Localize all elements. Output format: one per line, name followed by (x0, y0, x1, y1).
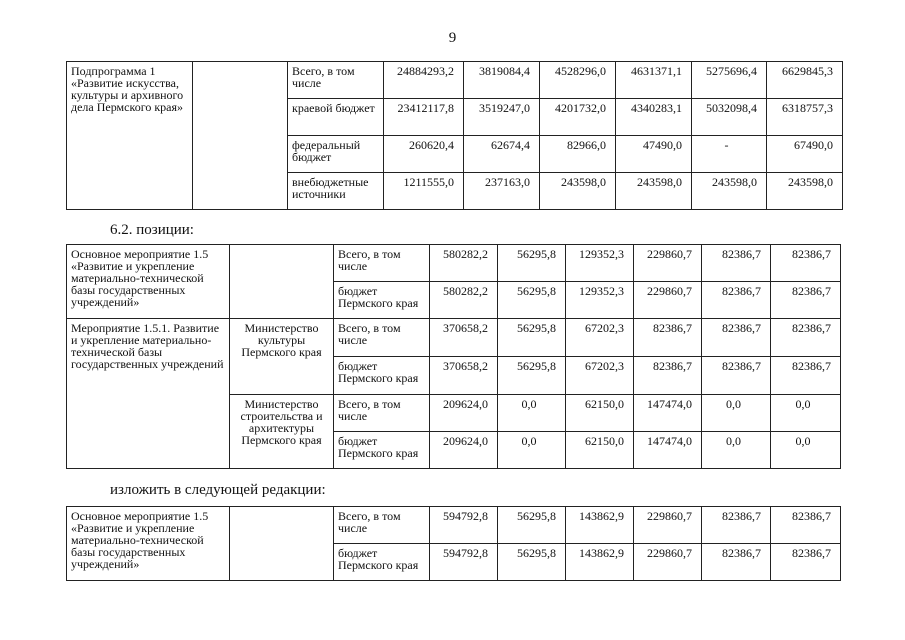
value-cell: 82386,7 (634, 319, 702, 357)
value-cell: 56295,8 (498, 319, 566, 357)
value-cell: 0,0 (771, 395, 841, 432)
value-cell: 580282,2 (430, 245, 498, 282)
subprogram-name: Подпрограмма 1 «Развитие искусства, культуры и архивного дела Пермского края» (67, 62, 193, 210)
positions-table (66, 244, 841, 469)
funding-source: Всего, в том числе (334, 395, 430, 432)
section-heading-new-edition: изложить в следующей редакции: (110, 482, 326, 498)
main-event-name: Основное мероприятие 1.5 «Развитие и укрепление материально-технической базы государственных учреждений» (67, 245, 230, 319)
value-cell: 243598,0 (767, 173, 843, 210)
value-cell: 4201732,0 (540, 99, 616, 136)
value-cell: 47490,0 (616, 136, 692, 173)
value-cell: 143862,9 (566, 544, 634, 581)
page-number: 9 (448, 30, 457, 46)
new-edition-table (66, 506, 841, 581)
value-cell: 62150,0 (566, 395, 634, 432)
table-row (67, 507, 841, 544)
value-cell: 4631371,1 (616, 62, 692, 99)
sub-event-name: Мероприятие 1.5.1. Развитие и укрепление материально-технической базы государственных учреждений (67, 319, 230, 469)
value-cell: 0,0 (702, 395, 771, 432)
value-cell: 56295,8 (498, 507, 566, 544)
value-cell: 82386,7 (634, 357, 702, 395)
value-cell: 6629845,3 (767, 62, 843, 99)
value-cell: 129352,3 (566, 245, 634, 282)
value-cell: 243598,0 (616, 173, 692, 210)
value-cell: 4528296,0 (540, 62, 616, 99)
value-cell: 24884293,2 (384, 62, 464, 99)
value-cell: 594792,8 (430, 507, 498, 544)
value-cell: 5275696,4 (692, 62, 767, 99)
funding-source: Всего, в том числе (334, 507, 430, 544)
value-cell: 209624,0 (430, 395, 498, 432)
value-cell: 580282,2 (430, 282, 498, 319)
value-cell: 143862,9 (566, 507, 634, 544)
value-cell: 229860,7 (634, 544, 702, 581)
value-cell: 23412117,8 (384, 99, 464, 136)
value-cell: 1211555,0 (384, 173, 464, 210)
funding-source: краевой бюджет (288, 99, 384, 136)
value-cell: 82386,7 (702, 357, 771, 395)
value-cell: 0,0 (498, 395, 566, 432)
value-cell: 82386,7 (771, 282, 841, 319)
value-cell: 0,0 (498, 432, 566, 469)
value-cell: 370658,2 (430, 357, 498, 395)
value-cell: 82386,7 (702, 319, 771, 357)
value-cell: 237163,0 (464, 173, 540, 210)
funding-source: Всего, в том числе (334, 245, 430, 282)
value-cell: 3819084,4 (464, 62, 540, 99)
value-cell: 62150,0 (566, 432, 634, 469)
value-cell: 229860,7 (634, 282, 702, 319)
executor-culture-ministry: Министерство культуры Пермского края (230, 319, 334, 395)
value-cell: 67490,0 (767, 136, 843, 173)
value-cell: 243598,0 (692, 173, 767, 210)
funding-source: Всего, в том числе (334, 319, 430, 357)
value-cell: 229860,7 (634, 245, 702, 282)
value-cell: 82386,7 (702, 282, 771, 319)
funding-source: внебюджетные источники (288, 173, 384, 210)
main-event-name: Основное мероприятие 1.5 «Развитие и укрепление материально-технической базы государственных учреждений» (67, 507, 230, 581)
value-cell: 56295,8 (498, 282, 566, 319)
value-cell: 243598,0 (540, 173, 616, 210)
value-cell: 82386,7 (771, 319, 841, 357)
executor-cell (230, 507, 334, 581)
value-cell: 82386,7 (702, 544, 771, 581)
value-cell: 56295,8 (498, 245, 566, 282)
value-cell: 0,0 (702, 432, 771, 469)
value-cell: 0,0 (771, 432, 841, 469)
funding-source: бюджет Пермского края (334, 544, 430, 581)
value-cell: 260620,4 (384, 136, 464, 173)
subprogram-1-table (66, 61, 843, 210)
value-cell: 6318757,3 (767, 99, 843, 136)
funding-source: бюджет Пермского края (334, 282, 430, 319)
value-cell: 129352,3 (566, 282, 634, 319)
table-row (67, 245, 841, 282)
value-cell: 56295,8 (498, 357, 566, 395)
executor-cell (230, 245, 334, 319)
value-cell: 4340283,1 (616, 99, 692, 136)
value-cell: 147474,0 (634, 395, 702, 432)
value-cell: 370658,2 (430, 319, 498, 357)
value-cell: 67202,3 (566, 357, 634, 395)
value-cell: 82386,7 (771, 544, 841, 581)
value-cell: - (692, 136, 767, 173)
funding-source: бюджет Пермского края (334, 432, 430, 469)
value-cell: 82386,7 (771, 357, 841, 395)
funding-source: федеральный бюджет (288, 136, 384, 173)
value-cell: 67202,3 (566, 319, 634, 357)
value-cell: 82966,0 (540, 136, 616, 173)
value-cell: 594792,8 (430, 544, 498, 581)
value-cell: 82386,7 (771, 245, 841, 282)
section-heading-positions: 6.2. позиции: (110, 222, 194, 238)
value-cell: 229860,7 (634, 507, 702, 544)
executor-construction-ministry: Министерство строительства и архитектуры Пермского края (230, 395, 334, 469)
table-row (67, 319, 841, 357)
value-cell: 147474,0 (634, 432, 702, 469)
funding-source: Всего, в том числе (288, 62, 384, 99)
value-cell: 62674,4 (464, 136, 540, 173)
value-cell: 56295,8 (498, 544, 566, 581)
value-cell: 82386,7 (702, 245, 771, 282)
value-cell: 5032098,4 (692, 99, 767, 136)
table-row (67, 62, 843, 99)
value-cell: 3519247,0 (464, 99, 540, 136)
value-cell: 209624,0 (430, 432, 498, 469)
funding-source: бюджет Пермского края (334, 357, 430, 395)
value-cell: 82386,7 (702, 507, 771, 544)
value-cell: 82386,7 (771, 507, 841, 544)
executor-cell (193, 62, 288, 210)
